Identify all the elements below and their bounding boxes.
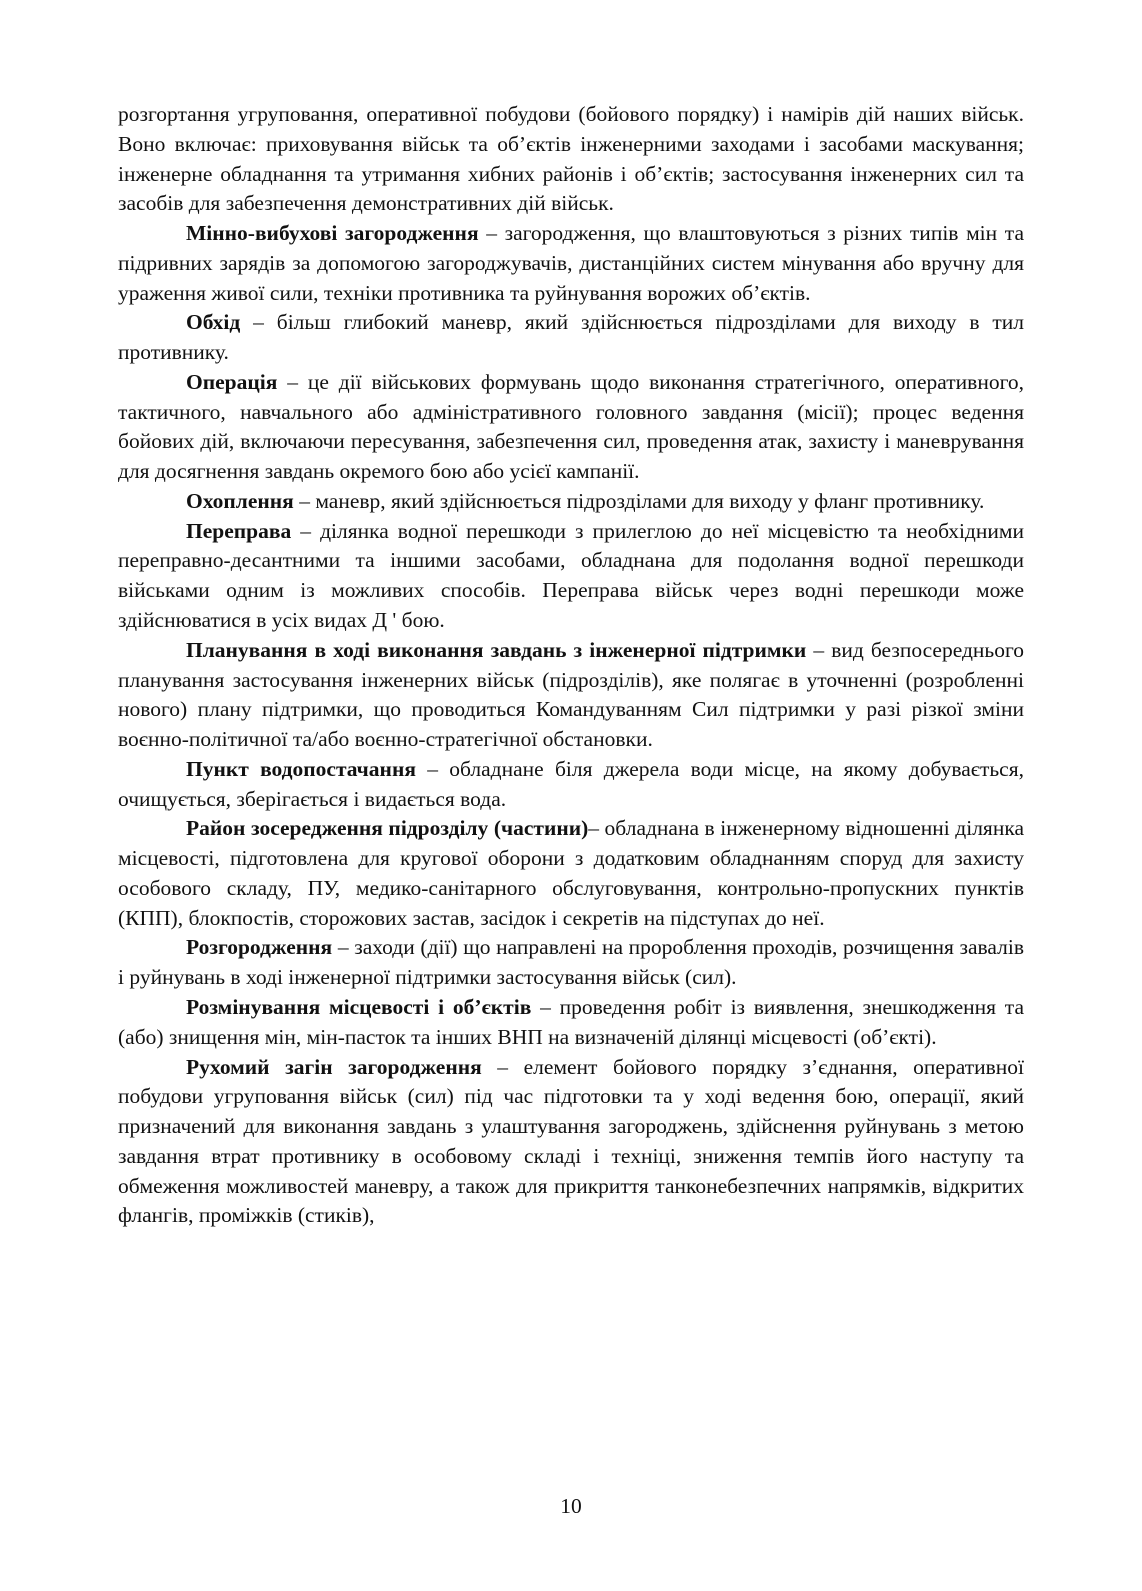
paragraph-text: – обладнане біля джерела води місце, на якому добувається, очищується, зберігається і видається вода. bbox=[118, 756, 1024, 811]
definition-paragraph bbox=[118, 219, 1024, 308]
definition-term: Охоплення bbox=[186, 488, 294, 513]
page-number: 10 bbox=[560, 1494, 582, 1518]
definition-paragraph bbox=[118, 933, 1024, 993]
definition-paragraph bbox=[118, 487, 1024, 517]
definition-paragraph bbox=[118, 368, 1024, 487]
definition-term: Район зосередження підрозділу (частини) bbox=[186, 816, 589, 841]
definition-paragraph bbox=[118, 755, 1024, 815]
body-paragraph bbox=[118, 100, 1024, 219]
definition-paragraph bbox=[118, 814, 1024, 933]
paragraph-text: розгортання угруповання, оперативної побудови (бойового порядку) і намірів дій наших військ. Воно включає: приховування військ та об’єктів інженерними заходами і засобами маскування; інженерне обладнання та утримання хибних районів і об’єктів; застосування інженерних сил та засобів для забезпечення демонстративних дій військ. bbox=[118, 102, 1024, 216]
paragraph-text: – маневр, який здійснюється підрозділами для виходу у фланг противнику. bbox=[293, 488, 985, 513]
definition-term: Розмінування місцевості і об’єктів bbox=[186, 994, 532, 1019]
definition-paragraph bbox=[118, 636, 1024, 755]
paragraph-text: – ділянка водної перешкоди з прилеглою до неї місцевістю та необхідними переправно-десантними та іншими засобами, обладнана для подолання водної перешкоди військами одним із можливих способів. Переправа військ через водні перешкоди може здійснюватися в усіх видах Д ' бою. bbox=[118, 518, 1024, 633]
definition-term: Операція bbox=[186, 369, 278, 394]
paragraph-text: – загородження, що влаштовуються з різних типів мін та підривних зарядів за допомогою загороджувачів, дистанційних систем мінування або вручну для ураження живої сили, техніки противника та руйнування ворожих об’єктів. bbox=[118, 221, 1024, 305]
definition-term: Переправа bbox=[186, 518, 292, 543]
definition-paragraph bbox=[118, 308, 1024, 368]
definition-term: Пункт водопостачання bbox=[186, 756, 416, 781]
definition-paragraph bbox=[118, 1053, 1024, 1232]
definition-paragraph bbox=[118, 993, 1024, 1053]
definition-term: Мінно-вибухові загородження bbox=[186, 221, 479, 246]
paragraph-text: – більш глибокий маневр, який здійснюється підрозділами для виходу в тил противнику. bbox=[118, 310, 1024, 365]
document-body bbox=[118, 100, 1024, 1231]
paragraph-text: – заходи (дії) що направлені на пророблення проходів, розчищення завалів і руйнувань в ході інженерної підтримки застосування військ (сил). bbox=[118, 935, 1024, 990]
definition-term: Планування в ході виконання завдань з інженерної підтримки bbox=[186, 637, 807, 662]
paragraph-text: – це дії військових формувань щодо виконання стратегічного, оперативного, тактичного, навчального або адміністративного головного завдання (місії); процес ведення бойових дій, включаючи пересування, забезпечення сил, проведення атак, захисту і маневрування для досягнення завдань окремого бою або усієї кампанії. bbox=[118, 369, 1024, 484]
definition-term: Рухомий загін загородження bbox=[186, 1054, 482, 1079]
definition-term: Обхід bbox=[186, 310, 241, 335]
definition-paragraph bbox=[118, 517, 1024, 636]
paragraph-text: – проведення робіт із виявлення, знешкодження та (або) знищення мін, мін-пасток та інших ВНП на визначеній ділянці місцевості (об’єкті). bbox=[118, 994, 1024, 1049]
paragraph-text: – елемент бойового порядку з’єднання, оперативної побудови угруповання військ (сил) під час підготовки та у ході ведення бою, операції, який призначений для виконання завдань з улаштування загороджень, здійснення руйнувань з метою завдання втрат противнику в особовому складі і техніці, зниження темпів його наступу та обмеження можливостей маневру, а також для прикриття танконебезпечних напрямків, відкритих флангів, проміжків (стиків), bbox=[118, 1054, 1024, 1228]
paragraph-text: – обладнана в інженерному відношенні ділянка місцевості, підготовлена для кругової оборони з додатковим обладнанням споруд для захисту особового складу, ПУ, медико-санітарного обслуговування, контрольно-пропускних пунктів (КПП), блокпостів, сторожових застав, засідок і секретів на підступах до неї. bbox=[118, 816, 1024, 930]
paragraph-text: – вид безпосереднього планування застосування інженерних військ (підрозділів), яке полягає в уточненні (розробленні нового) плану підтримки, що проводиться Командуванням Сил підтримки у разі різкої зміни воєнно-політичної та/або воєнно-стратегічної обстановки. bbox=[118, 637, 1024, 752]
definition-term: Розгородження bbox=[186, 935, 333, 960]
